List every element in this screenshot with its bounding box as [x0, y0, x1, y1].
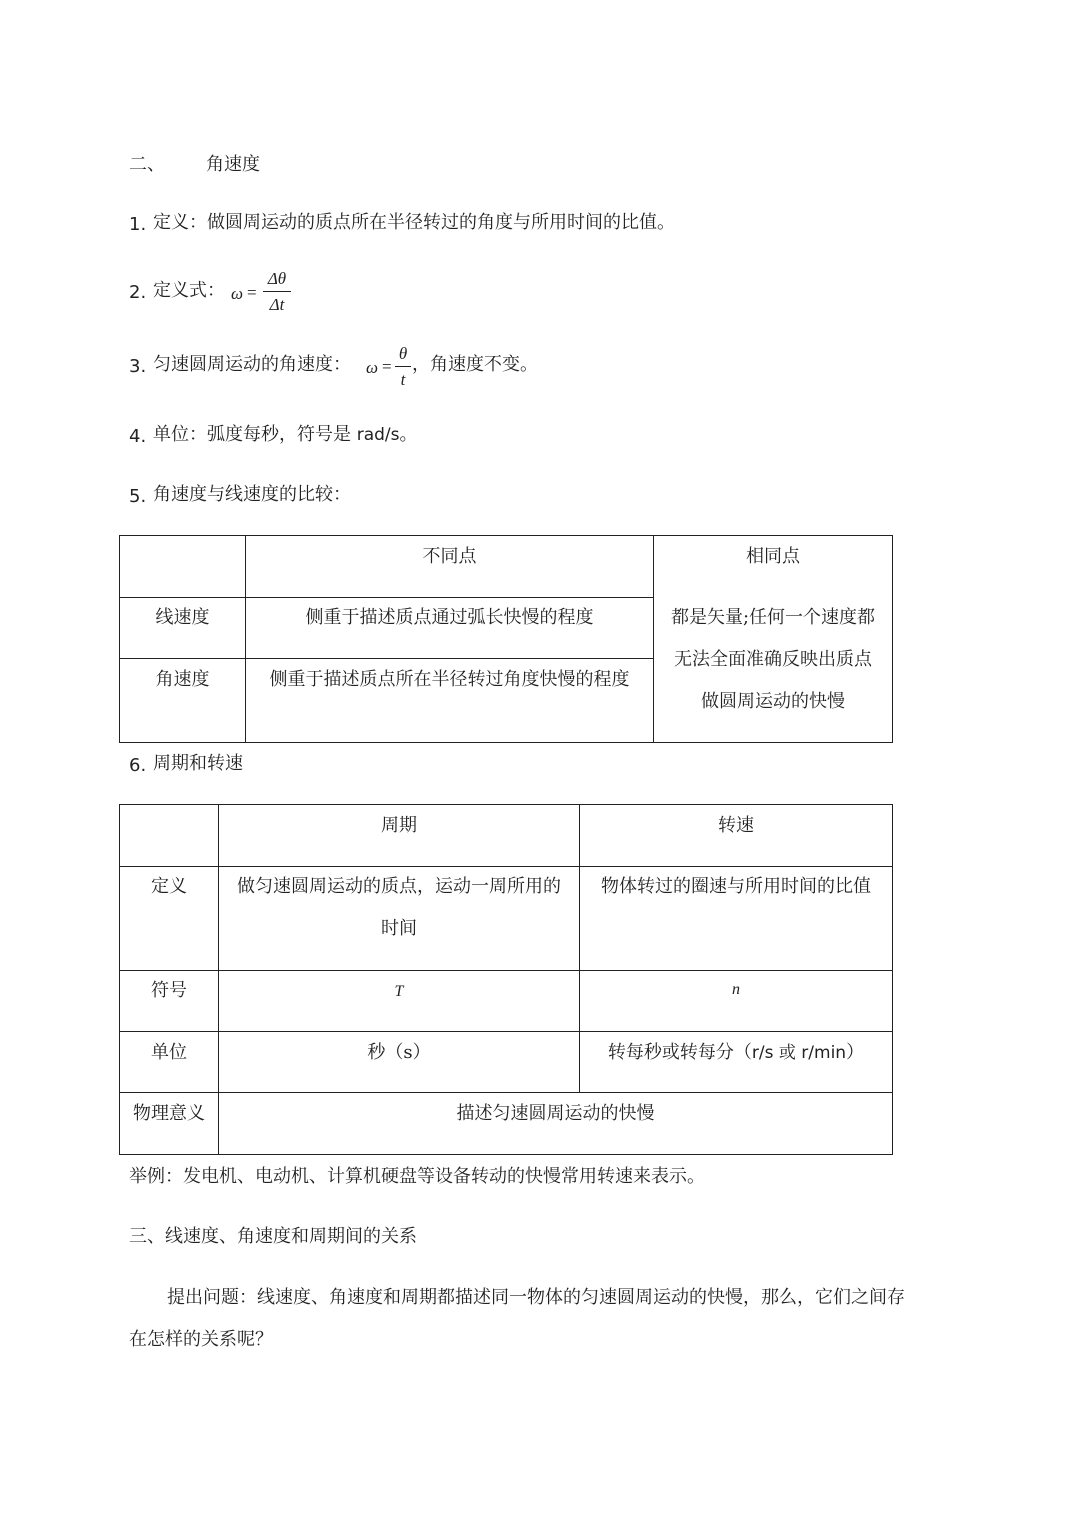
table2-symbol-label: 符号: [151, 980, 187, 1001]
item-3-label: 匀速圆周运动的角速度：: [153, 354, 351, 375]
formula-2-denominator: Δt: [269, 295, 285, 314]
item-4-text-a: 单位：弧度每秒，符号是: [153, 424, 357, 445]
table2-def-period-line: 时间: [381, 918, 417, 939]
formula-2-numerator: Δθ: [267, 269, 287, 288]
table-border: [119, 597, 654, 598]
item-6-text: 周期和转速: [153, 753, 243, 774]
table-border: [119, 804, 120, 1155]
formula-3-denominator: t: [400, 370, 406, 389]
table-border: [119, 658, 654, 659]
table1-row-diff: 侧重于描述质点所在半径转过角度快慢的程度: [269, 669, 630, 690]
example-text: 举例：发电机、电动机、计算机硬盘等设备转动的快慢常用转速来表示。: [129, 1166, 705, 1187]
formula-2-omega: ω: [231, 284, 244, 303]
item-5-number: 5.: [129, 486, 147, 507]
table1-header-same: 相同点: [746, 546, 800, 567]
table-border: [119, 535, 893, 536]
formula-3-equals: =: [382, 357, 392, 376]
table2-def-label: 定义: [151, 876, 187, 897]
item-4-unit: rad/s: [356, 425, 400, 445]
item-1-text: 定义：做圆周运动的质点所在半径转过的角度与所用时间的比值。: [153, 212, 675, 233]
section-number: 二、: [129, 154, 165, 175]
table1-row-label: 角速度: [155, 669, 210, 690]
table2-header-speed: 转速: [718, 815, 754, 836]
item-4-text: [153, 426, 418, 444]
table2-header-period: 周期: [381, 815, 417, 836]
table-border: [218, 804, 219, 1155]
formula-3-fraction: [395, 345, 411, 388]
table2-symbol-speed: n: [732, 981, 740, 998]
formula-2-fraction: [263, 270, 291, 313]
table-border: [119, 742, 893, 743]
table-border: [653, 535, 654, 743]
table-border: [892, 535, 893, 743]
table-border: [119, 866, 893, 867]
table1-same-line: 都是矢量;任何一个速度都: [670, 607, 876, 628]
table-border: [119, 804, 893, 805]
table2-symbol-period: T: [394, 983, 404, 1000]
table2-unit-speed-c: ）: [846, 1042, 865, 1063]
table2-unit-label: 单位: [151, 1042, 187, 1063]
formula-3-numerator: θ: [398, 344, 408, 363]
item-4-number: 4.: [129, 426, 147, 447]
table2-def-speed: 物体转过的圈速与所用时间的比值: [601, 876, 871, 897]
table1-header-diff: 不同点: [422, 546, 477, 567]
table-border: [119, 970, 893, 971]
table2-unit-speed: [580, 1044, 892, 1062]
section-3-title: 三、线速度、角速度和周期间的关系: [129, 1226, 417, 1247]
formula-2-equals: =: [247, 283, 257, 302]
table2-meaning-text: 描述匀速圆周运动的快慢: [456, 1103, 655, 1124]
item-6-number: 6.: [129, 755, 147, 776]
table2-def-period-line: 做匀速圆周运动的质点，运动一周所用的: [237, 876, 561, 897]
table-border: [119, 1154, 893, 1155]
item-2-number: 2.: [129, 282, 147, 303]
formula-3-omega: ω: [366, 358, 379, 377]
table1-row-diff: 侧重于描述质点通过弧长快慢的程度: [305, 607, 594, 628]
item-5-text: 角速度与线速度的比较：: [153, 484, 351, 505]
table-border: [119, 535, 120, 743]
table1-row-label: 线速度: [155, 607, 210, 628]
item-1-number: 1.: [129, 214, 147, 235]
table1-same-line: 无法全面准确反映出质点: [674, 649, 872, 670]
table2-unit-speed-a: 转每秒或转每分（: [607, 1042, 752, 1063]
table-border: [245, 535, 246, 743]
table-border: [119, 1031, 893, 1032]
table1-same-line: 做圆周运动的快慢: [701, 691, 845, 712]
table2-meaning-label: 物理意义: [133, 1103, 205, 1124]
question-line-1: 提出问题：线速度、角速度和周期都描述同一物体的匀速圆周运动的快慢，那么，它们之间存: [167, 1287, 905, 1308]
item-3-number: 3.: [129, 356, 147, 377]
table2-unit-period: 秒（s）: [367, 1042, 431, 1063]
question-line-2: 在怎样的关系呢？: [129, 1329, 273, 1350]
item-4-text-b: 。: [399, 424, 418, 445]
item-3-tail: ，角速度不变。: [412, 354, 538, 375]
item-2-label: 定义式：: [153, 280, 225, 301]
table2-unit-speed-b: r/s 或 r/min: [751, 1043, 847, 1063]
table-border: [892, 804, 893, 1155]
table-border: [119, 1092, 893, 1093]
section-title: 角速度: [206, 154, 260, 175]
